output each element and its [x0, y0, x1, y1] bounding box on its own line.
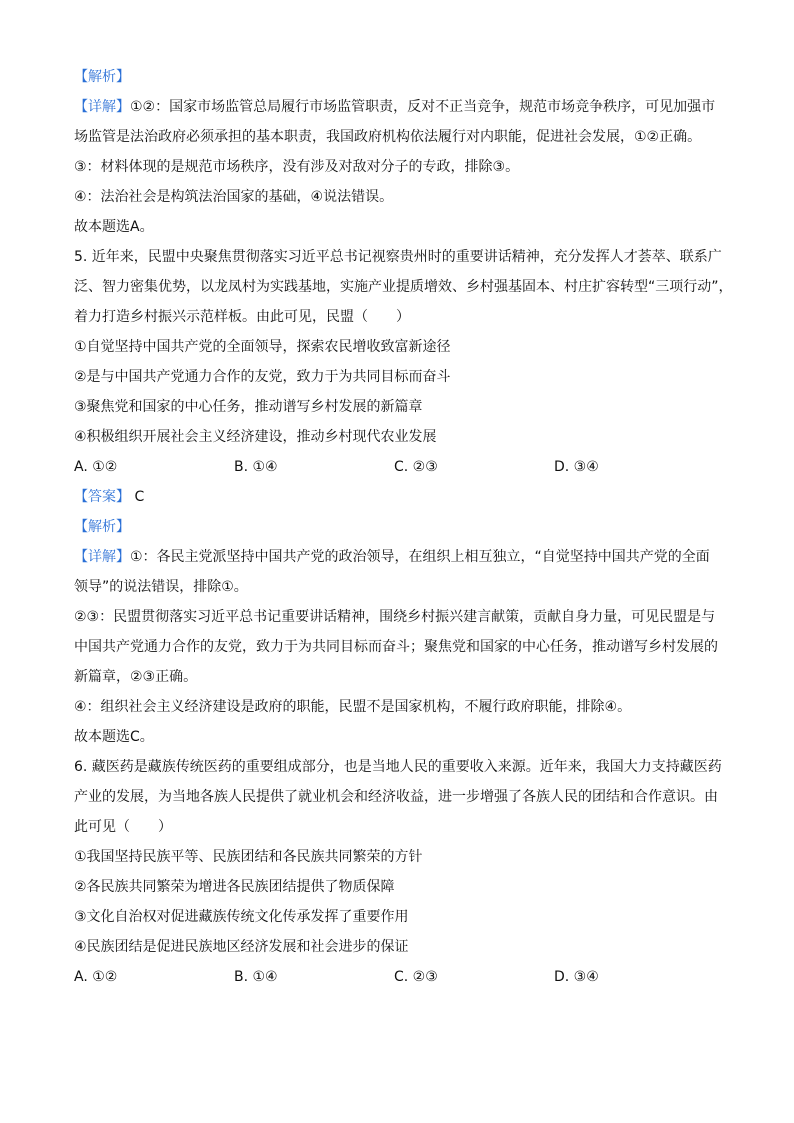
- detail-line: ③：材料体现的是规范市场秩序，没有涉及对敌对分子的专政，排除③。: [74, 159, 520, 175]
- option-statement: ④民族团结是促进民族地区经济发展和社会进步的保证: [74, 939, 409, 955]
- page-content: [74, 62, 733, 992]
- question-stem-line: 着力打造乡村振兴示范样板。由此可见，民盟（ ）: [74, 309, 410, 325]
- detail-line: ④：组织社会主义经济建设是政府的职能，民盟不是国家机构，不履行政府职能，排除④。: [74, 699, 632, 715]
- answer-choices: [74, 962, 724, 992]
- choice-b: B. ①④: [234, 969, 278, 985]
- choice-c: C. ②③: [394, 459, 438, 475]
- conclusion-line: 故本题选A。: [74, 219, 154, 235]
- detail-text: ①②：国家市场监管总局履行市场监管职责，反对不正当竞争，规范市场竞争秩序，可见加强市: [130, 99, 716, 115]
- option-statement: ①我国坚持民族平等、民族团结和各民族共同繁荣的方针: [74, 849, 423, 865]
- question-stem-line: 泛、智力密集优势，以龙凤村为实践基地，实施产业提质增效、乡村强基固本、村庄扩容转型“三项行动”，: [74, 279, 733, 295]
- answer-value: C: [134, 489, 145, 505]
- choice-a: A. ①②: [74, 969, 118, 985]
- choice-c: C. ②③: [394, 969, 438, 985]
- analysis-label: 【解析】: [74, 69, 130, 85]
- answer-label: 【答案】: [74, 489, 130, 505]
- question-stem-line: 产业的发展，为当地各族人民提供了就业机会和经济收益，进一步增强了各族人民的团结和合作意识。由: [74, 789, 718, 805]
- question-stem-line: 5. 近年来，民盟中央聚焦贯彻落实习近平总书记视察贵州时的重要讲话精神，充分发挥人才荟萃、联系广: [74, 249, 722, 265]
- detail-line: ④：法治社会是构筑法治国家的基础，④说法错误。: [74, 189, 394, 205]
- choice-d: D. ③④: [554, 969, 599, 985]
- analysis-tag: [74, 512, 724, 542]
- answer-line: [74, 482, 724, 512]
- detail-line: [74, 92, 724, 122]
- choice-b: B. ①④: [234, 459, 278, 475]
- detail-label: 【详解】: [74, 99, 130, 115]
- option-statement: ①自觉坚持中国共产党的全面领导，探索农民增收致富新途径: [74, 339, 451, 355]
- question-stem-line: 6. 藏医药是藏族传统医药的重要组成部分，也是当地人民的重要收入来源。近年来，我国大力支持藏医药: [74, 759, 722, 775]
- option-statement: ②各民族共同繁荣为增进各民族团结提供了物质保障: [74, 879, 395, 895]
- detail-label: 【详解】: [74, 549, 130, 565]
- detail-line: 场监管是法治政府必须承担的基本职责，我国政府机构依法履行对内职能，促进社会发展，①②正确。: [74, 129, 702, 145]
- detail-text: ①：各民主党派坚持中国共产党的政治领导，在组织上相互独立，“自觉坚持中国共产党的全面: [130, 549, 710, 565]
- option-statement: ③聚焦党和国家的中心任务，推动谱写乡村发展的新篇章: [74, 399, 423, 415]
- detail-line: 领导”的说法错误，排除①。: [74, 579, 248, 595]
- option-statement: ④积极组织开展社会主义经济建设，推动乡村现代农业发展: [74, 429, 437, 445]
- conclusion-line: 故本题选C。: [74, 729, 154, 745]
- detail-line: 新篇章，②③正确。: [74, 669, 198, 685]
- question-stem-line: 此可见（ ）: [74, 819, 172, 835]
- choice-a: A. ①②: [74, 459, 118, 475]
- option-statement: ③文化自治权对促进藏族传统文化传承发挥了重要作用: [74, 909, 409, 925]
- detail-line: 中国共产党通力合作的友党，致力于为共同目标而奋斗；聚焦党和国家的中心任务，推动谱写乡村发展的: [74, 639, 718, 655]
- choice-d: D. ③④: [554, 459, 599, 475]
- option-statement: ②是与中国共产党通力合作的友党，致力于为共同目标而奋斗: [74, 369, 451, 385]
- analysis-label: 【解析】: [74, 519, 130, 535]
- answer-choices: [74, 452, 724, 482]
- detail-line: ②③：民盟贯彻落实习近平总书记重要讲话精神，围绕乡村振兴建言献策，贡献自身力量，可见民盟是与: [74, 609, 716, 625]
- analysis-tag: [74, 62, 724, 92]
- detail-line: [74, 542, 724, 572]
